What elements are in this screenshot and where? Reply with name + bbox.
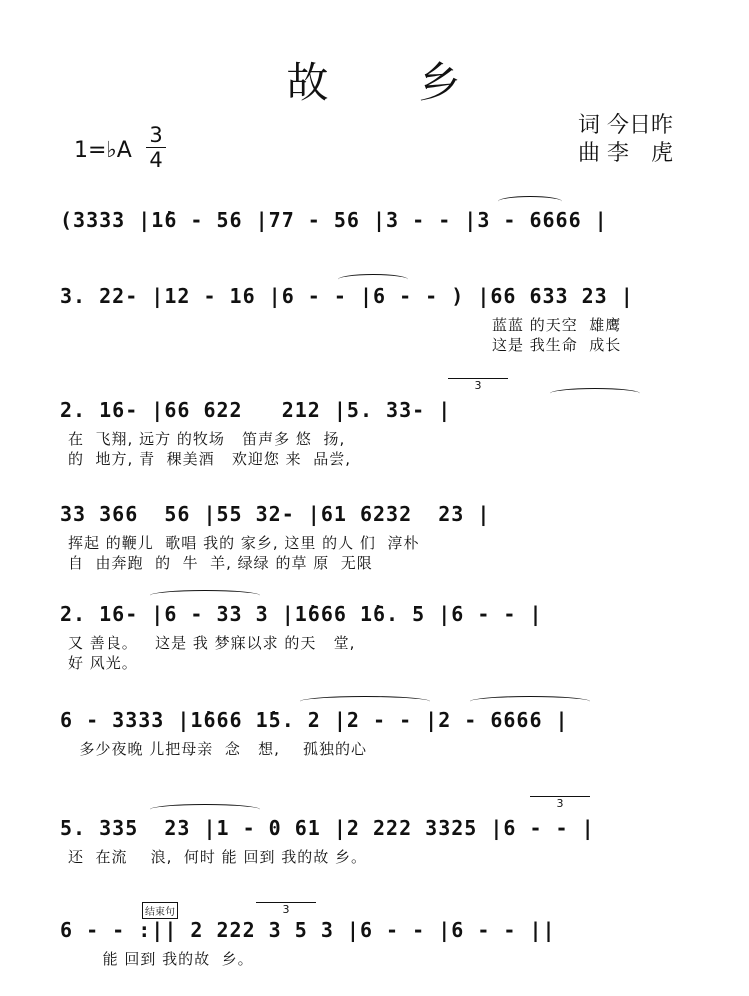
slur — [300, 696, 430, 707]
lyrics-line-4a: 挥起 的鞭儿 歌唱 我的 家乡, 这里 的人 们 淳朴 — [68, 534, 420, 552]
slur — [150, 804, 260, 815]
slur — [338, 274, 408, 285]
lyrics-line-3a: 在 飞翔, 远方 的牧场 笛声多 悠 扬, — [68, 430, 346, 448]
lyrics-line-2a: 蓝蓝 的天空 雄鹰 — [492, 316, 622, 334]
staff-line-3: 2. 16- |66 622 212 |5. 33- | — [60, 398, 452, 422]
lyrics-line-6a: 多少夜晚 儿把母亲 念 想, 孤独的心 — [68, 740, 367, 758]
triplet-mark: 3 — [256, 902, 316, 916]
triplet-mark: 3 — [448, 378, 508, 392]
staff-line-6: 6 - 3333 |1̇666 1̇5. 2 |2 - - |2 - 6666 | — [60, 708, 569, 732]
lyrics-line-5a: 又 善良。 这是 我 梦寐以求 的天 堂, — [68, 634, 356, 652]
triplet-mark: 3 — [530, 796, 590, 810]
lyrics-line-8a: 能 回到 我的故 乡。 — [68, 950, 254, 968]
ending-mark: 结束句 — [142, 902, 178, 919]
lyricist: 词 今日昨 — [578, 113, 673, 138]
staff-line-2: 3. 22- |12 - 16 |6 - - |6 - - ) |66 633 23 | — [60, 284, 634, 308]
lyrics-line-2b: 这是 我生命 成长 — [492, 336, 622, 354]
lyrics-line-3b: 的 地方, 青 稞美酒 欢迎您 来 品尝, — [68, 450, 351, 468]
lyrics-line-5b: 好 风光。 — [68, 654, 138, 672]
staff-line-5: 2. 16- |6 - 33 3 |1̇666 1̇6. 5 |6 - - | — [60, 602, 543, 626]
meter-bottom: 4 — [149, 148, 163, 172]
lyrics-line-4b: 自 由奔跑 的 牛 羊, 绿绿 的草 原 无限 — [68, 554, 373, 572]
lyrics-line-7a: 还 在流 浪, 何时 能 回到 我的故 乡。 — [68, 848, 367, 866]
staff-line-7: 5. 335 23 |1 - 0 61 |2 222 3325 |6 - - | — [60, 816, 595, 840]
slur — [470, 696, 590, 707]
credits — [578, 112, 673, 168]
song-title: 故 乡 — [286, 58, 463, 107]
slur — [150, 590, 260, 601]
slur — [498, 196, 562, 207]
composer: 曲 李 虎 — [578, 141, 673, 166]
slur — [550, 388, 640, 399]
time-signature — [146, 124, 166, 171]
staff-line-8: 6 - - :|| 2 222 3 5 3 |6 - - |6 - - || — [60, 918, 556, 942]
key-signature: 1=♭A — [74, 138, 132, 163]
meter-top: 3 — [149, 123, 163, 147]
staff-line-4: 33 366 56 |55 32- |61 6232 23 | — [60, 502, 491, 526]
staff-line-1: (3333 |1̇6 - 56 |77 - 56 |3 - - |3 - 6666 | — [60, 208, 608, 232]
